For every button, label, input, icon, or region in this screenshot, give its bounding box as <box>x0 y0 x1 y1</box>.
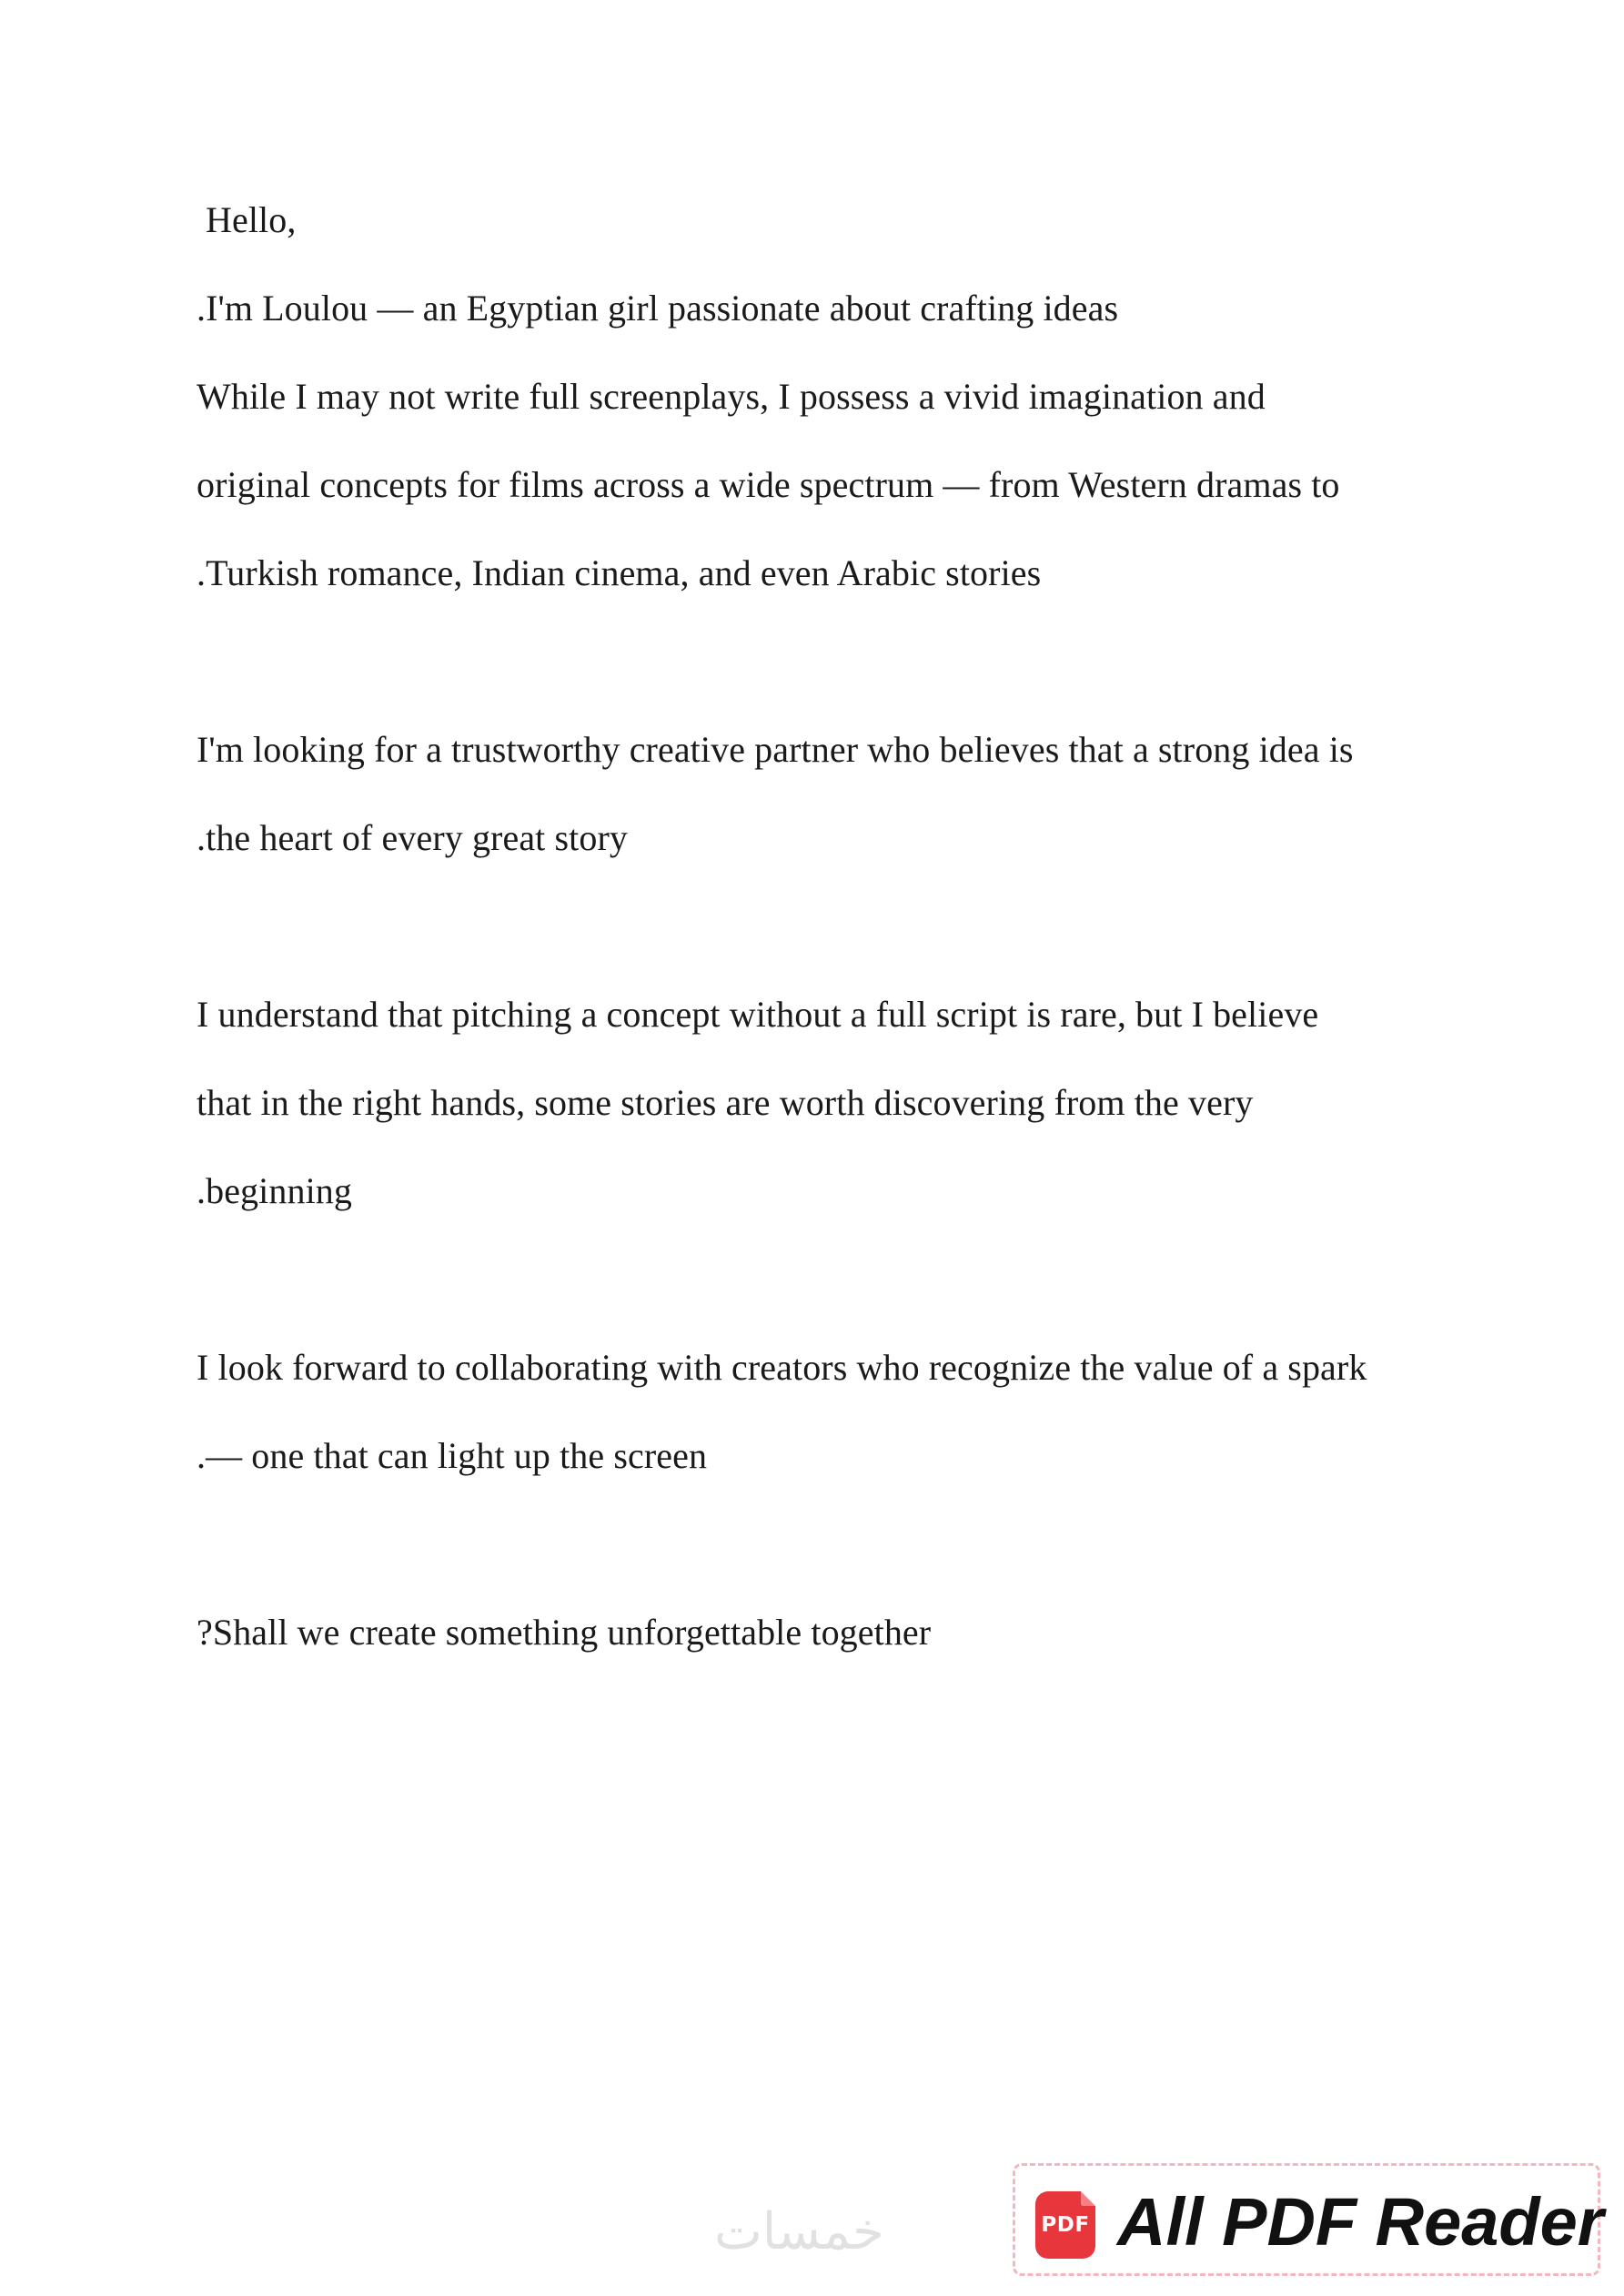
all-pdf-reader-badge[interactable] <box>1013 2163 1604 2276</box>
text-line: I understand that pitching a concept without a full script is rare, but I believe <box>197 994 1319 1035</box>
text-line: .Turkish romance, Indian cinema, and even Arabic stories <box>197 552 1042 593</box>
text-line: I look forward to collaborating with creators who recognize the value of a spark <box>197 1347 1367 1388</box>
text-line: .I'm Loulou — an Egyptian girl passionate about crafting ideas <box>197 288 1119 329</box>
text-line: I'm looking for a trustworthy creative partner who believes that a strong idea is <box>197 729 1354 770</box>
text-line: .beginning <box>197 1170 352 1211</box>
khamsat-watermark: خمسات <box>714 2202 884 2261</box>
greeting-line: Hello, <box>206 199 297 240</box>
text-line: that in the right hands, some stories are worth discovering from the very <box>197 1082 1254 1123</box>
badge-label: All PDF Reader <box>1117 2184 1604 2260</box>
text-line: While I may not write full screenplays, I possess a vivid imagination and <box>197 376 1266 417</box>
text-line: .the heart of every great story <box>197 817 628 858</box>
pdf-file-icon: PDF <box>1035 2191 1095 2259</box>
text-line: original concepts for films across a wide spectrum — from Western dramas to <box>197 464 1340 505</box>
text-line: .— one that can light up the screen <box>197 1435 708 1476</box>
closing-line: ?Shall we create something unforgettable together <box>197 1612 932 1653</box>
